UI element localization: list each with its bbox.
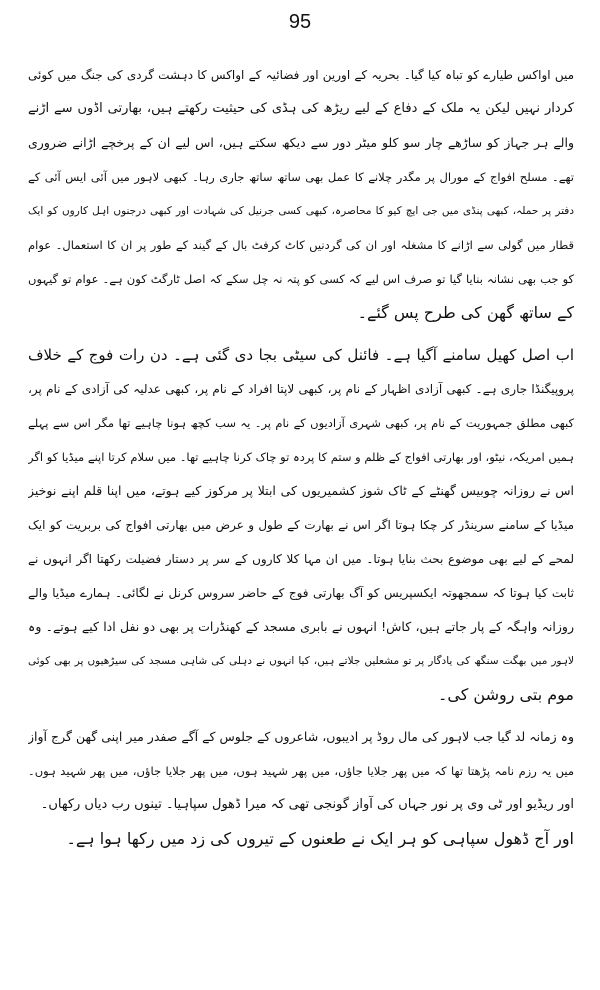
text-line: کے ساتھ گھن کی طرح پس گئے۔: [357, 303, 574, 322]
text-line: کو جب بھی نشانہ بنایا گیا تو صرف اس لیے کہ کسی کو پتہ نہ چل سکے کہ اصل ٹارگٹ کون ہے۔ عوام تو گیہوں: [28, 272, 574, 286]
text-line: پروپیگنڈا جاری ہے۔ کبھی آزادی اظہار کے نام پر، کبھی لاپتا افراد کے نام پر، کبھی عدلیہ کی آزادی کے نام پر،: [28, 382, 574, 396]
text-line: والے ہر جہاز کو ساڑھے چار سو کلو میٹر دور سے دیکھ سکتے ہیں، اس لیے ان کے پرخچے اڑانے ضروری: [28, 135, 574, 150]
paragraph-gap: [28, 330, 574, 338]
text-line: اب اصل کھیل سامنے آگیا ہے۔ فائنل کی سیٹی بجا دی گئی ہے۔ دن رات فوج کے خلاف: [28, 346, 574, 364]
text-line: دفتر پر حملہ، کبھی پنڈی میں جی ایچ کیو کا محاصرہ، کبھی کسی جرنیل کی شہادت اور کبھی درجنوں اہل کاروں کو ایک: [28, 205, 574, 217]
text-line: کبھی مطلق جمہوریت کے نام پر، کبھی شہری آزادیوں کے نام پر۔ یہ سب کچھ ہونا چاہیے تھا مگر اس سے پہلے: [28, 416, 574, 430]
page-text: [28, 58, 574, 856]
text-line: ہمیں امریکہ، نیٹو، اور بھارتی افواج کے ظلم و ستم کا پردہ تو چاک کرنا چاہیے تھا۔ میں سلام کرتا اپنے میڈیا کو اگر: [28, 450, 574, 464]
text-line: ثابت کیا ہوتا کہ سمجھوتہ ایکسپریس کو آگ بھارتی فوج کے حاضر سروس کرنل نے لگائی۔ ہمارے میڈیا والے: [28, 586, 574, 600]
paragraph: [28, 58, 574, 330]
text-line: روزانہ واہگہ کے پار جاتے ہیں، کاش! انہوں نے بابری مسجد کے کھنڈرات پر بھی دو نفل ادا کیے ہوتے۔ وہ: [28, 619, 574, 634]
page-number: 95: [288, 11, 312, 33]
paragraph-gap: [28, 712, 574, 720]
text-line: اور ریڈیو اور ٹی وی پر نور جہاں کی آواز گونجی تھی کہ میرا ڈھول سپاہیا۔ تینوں رب دیاں رکھاں۔: [40, 797, 574, 812]
text-line: موم بتی روشن کی۔: [438, 685, 574, 704]
text-line: میں اواکس طیارے کو تباہ کیا گیا۔ بحریہ کے اورین اور فضائیہ کے اواکس کا دہشت گردی کی جنگ میں کوئی: [28, 68, 574, 82]
text-line: میں یہ رزم نامہ پڑھتا تھا کہ میں پھر جلایا جاؤں، میں پھر شہید ہوں، میں پھر جلایا جاؤں، میں پھر شہید ہوں۔: [28, 764, 574, 778]
text-line: اور آج ڈھول سپاہی کو ہر ایک نے طعنوں کے تیروں کی زد میں رکھا ہوا ہے۔: [66, 829, 574, 848]
text-line: اس نے روزانہ چوبیس گھنٹے کے ٹاک شوز کشمیریوں کی ابتلا پر مرکوز کیے ہوتے، میں اپنا قلم اپنے نوخیز: [28, 483, 574, 498]
paragraph: [28, 338, 574, 712]
paragraph: [28, 720, 574, 856]
text-line: تھے۔ مسلح افواج کے مورال پر مگدر چلانے کا عمل بھی ساتھ ساتھ جاری رہا۔ کبھی لاہور میں آئی ایس آئی کے: [28, 170, 574, 184]
text-line: کردار نہیں لیکن یہ ملک کے دفاع کے لیے ریڑھ کی ہڈی کی حیثیت رکھتے ہیں، بھارتی اڈوں سے اڑنے: [28, 101, 574, 116]
text-line: میڈیا کے سامنے سرینڈر کر چکا ہوتا اگر اس نے بھارت کے طول و عرض میں بھارتی افواج کی بربریت کو ایک: [28, 518, 574, 532]
text-line: لاہور میں بھگت سنگھ کی یادگار پر تو مشعلیں جلاتے ہیں، کیا انہوں نے دہلی کی شاہی مسجد کی سیڑھیوں پر بھی کوئی: [28, 655, 574, 667]
text-line: لمحے کے لیے بھی موضوع بحث بنایا ہوتا۔ میں ان مہا کلا کاروں کے سر پر دستار فضیلت رکھتا اگر انہوں نے: [28, 552, 574, 566]
text-line: قطار میں گولی سے اڑانے کا مشغلہ اور ان کی گردنیں کاٹ کرفٹ بال کے گیند کے طور پر ان کا استعمال۔ عوام: [28, 238, 574, 252]
text-line: وہ زمانہ لد گیا جب لاہور کی مال روڈ پر ادیبوں، شاعروں کے جلوس کے آگے صفدر میر اپنی گھن گرج آواز: [28, 729, 574, 744]
